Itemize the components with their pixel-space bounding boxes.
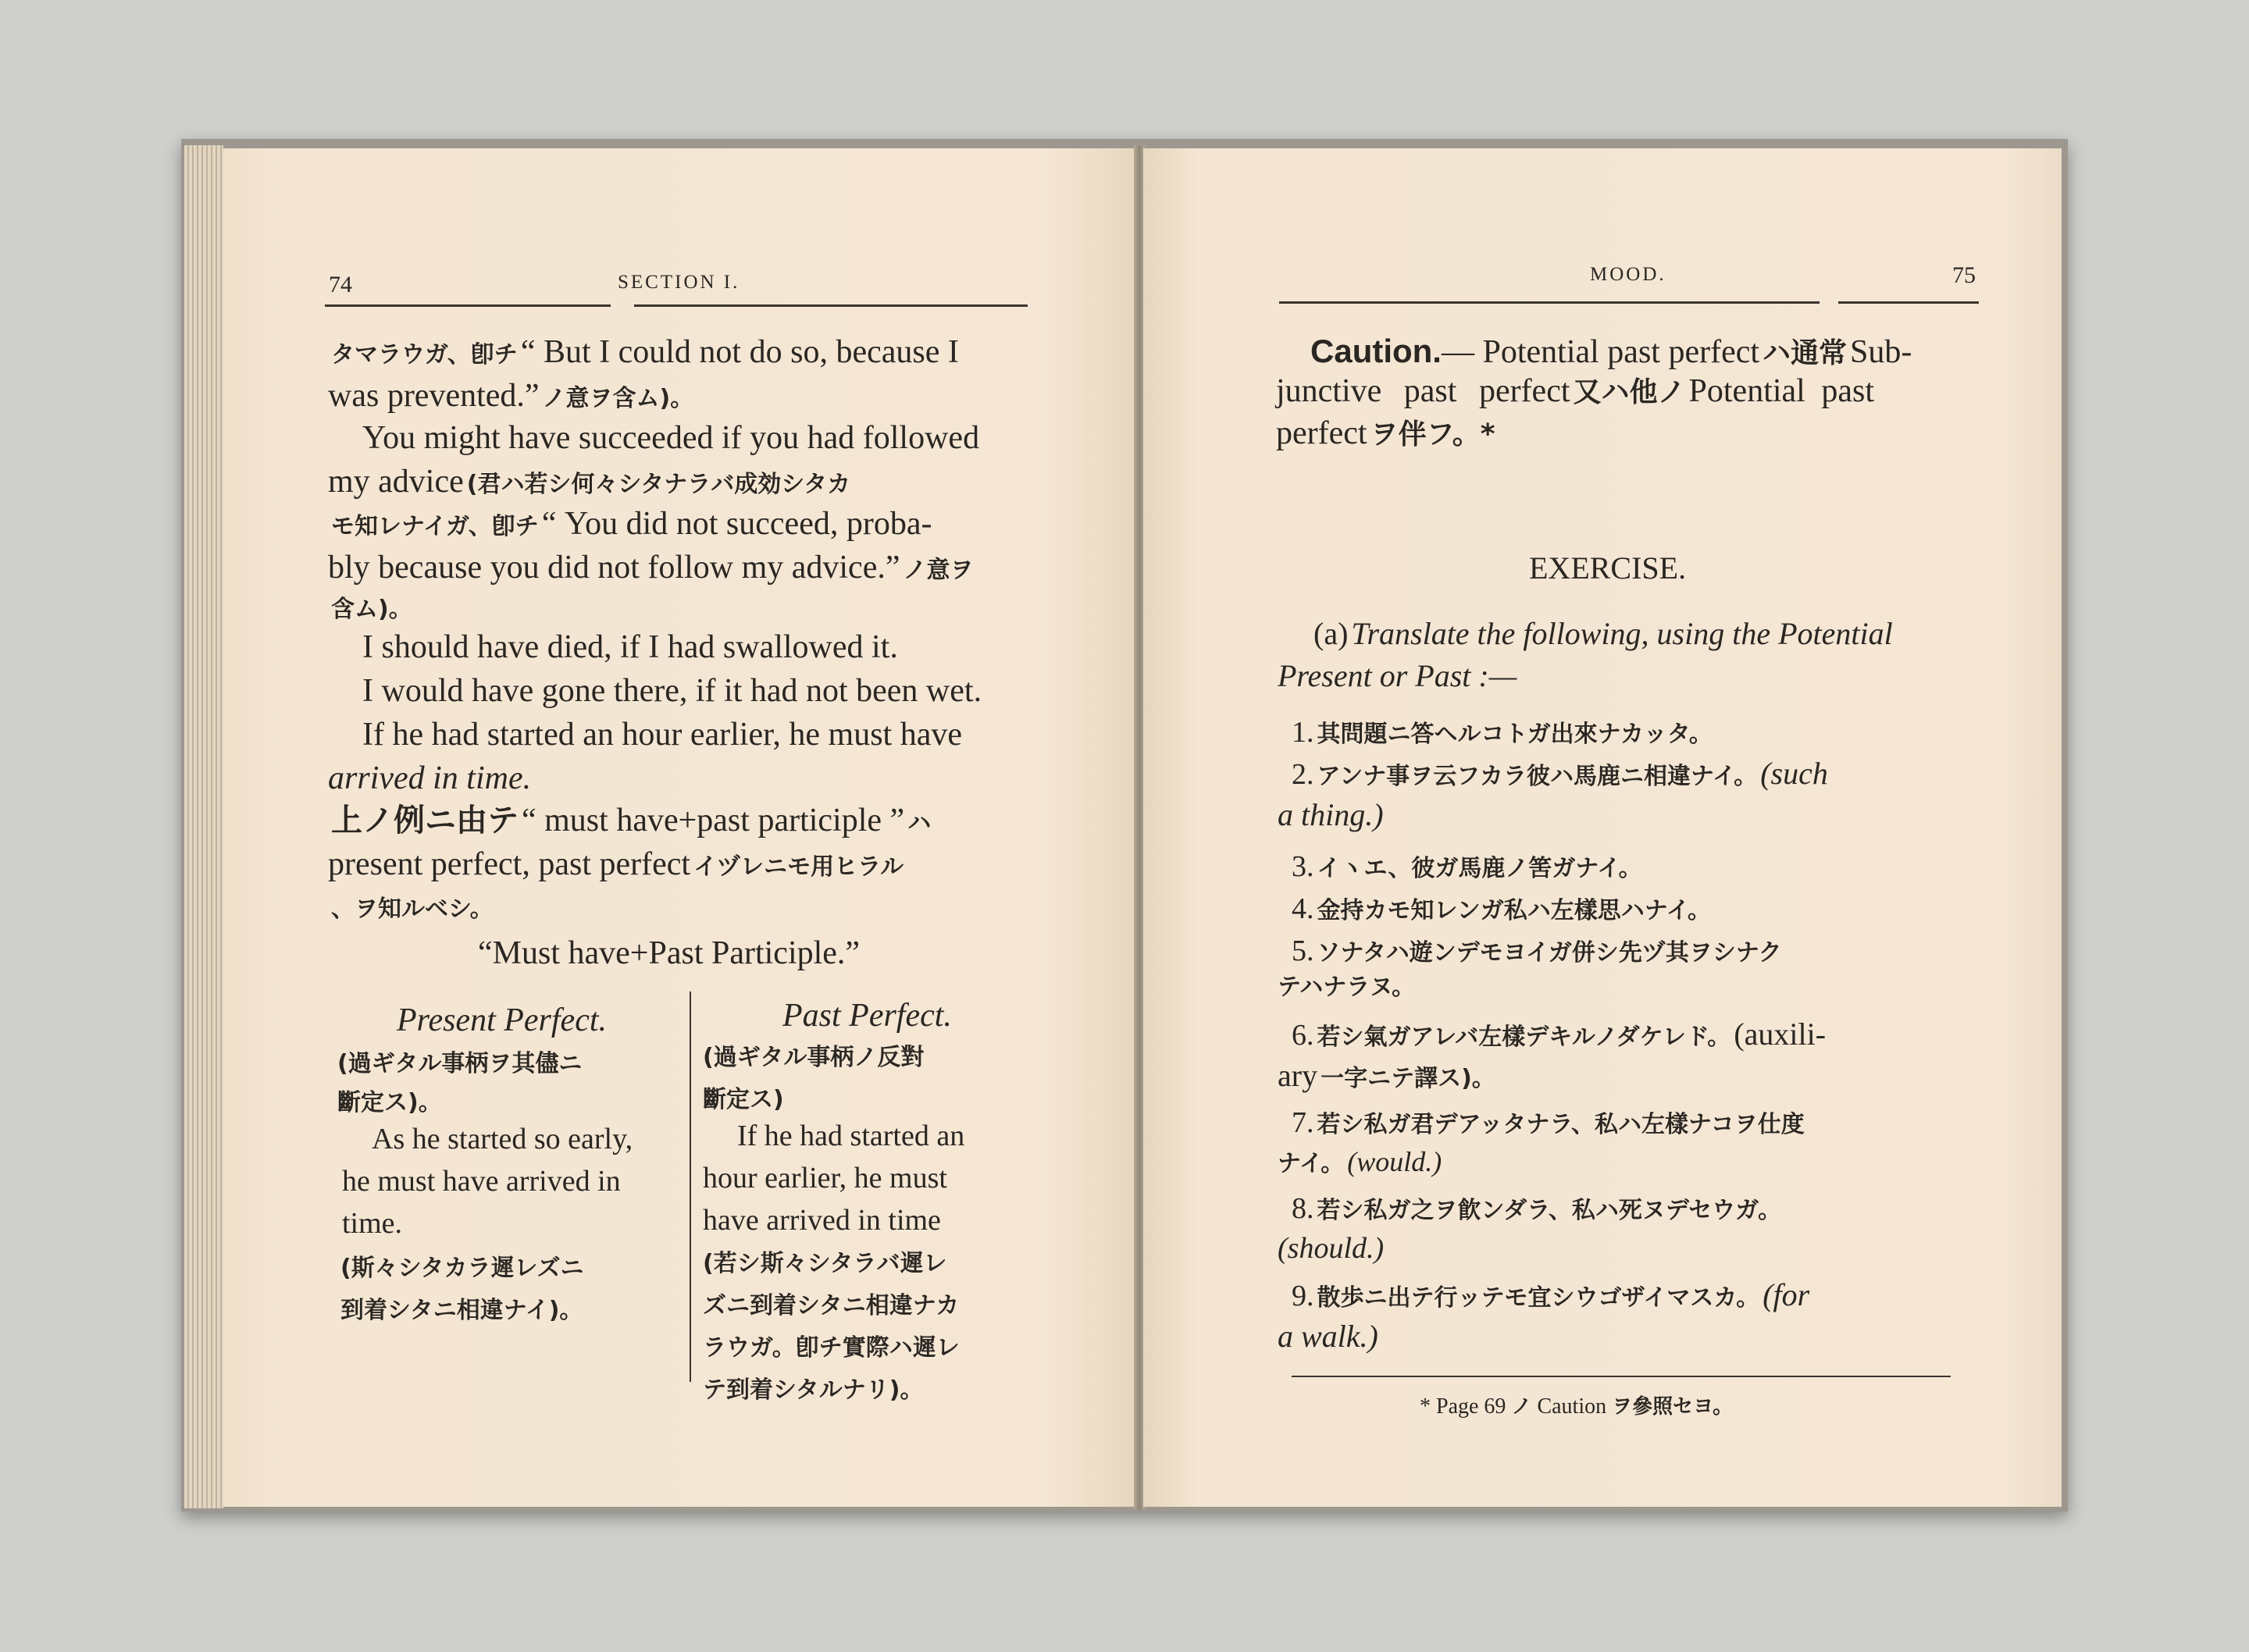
instruction-text: Translate the following, using the Potential: [1351, 616, 1893, 651]
english-text: my advice: [328, 464, 464, 500]
text-line-8: I should have died, if I had swallowed it.: [362, 629, 898, 665]
exercise-item-2-cont: a thing.): [1278, 797, 1384, 832]
text-line-7: 含ム)。: [331, 596, 412, 623]
japanese-text: 一字ニテ譯ス)。: [1321, 1065, 1495, 1092]
item-number: 5.: [1292, 935, 1314, 967]
japanese-text: モ知レナイガ、卽チ: [331, 513, 539, 540]
text-line-1: [331, 336, 959, 368]
japanese-text: ノ: [1511, 1395, 1532, 1419]
japanese-text: 上ノ例ニ由テ: [331, 803, 519, 838]
text-line-4: [328, 465, 850, 498]
english-hint: (would.): [1347, 1146, 1442, 1177]
english-text: Potential past: [1688, 373, 1875, 409]
text-line-10: If he had started an hour earlier, he must have: [362, 717, 962, 753]
item-number: 8.: [1292, 1192, 1314, 1225]
instruction-line-1: [1313, 618, 1893, 650]
item-number: 7.: [1292, 1106, 1314, 1139]
item-number: 4.: [1292, 892, 1314, 925]
column-left-en-3: time.: [342, 1207, 403, 1240]
column-right-jp-2: 斷定ス): [703, 1086, 784, 1113]
column-right-en-2: hour earlier, he must: [703, 1162, 947, 1194]
right-page: [1143, 148, 2062, 1507]
exercise-item-6: [1292, 1018, 1826, 1052]
japanese-text: ヲ伴フ。*: [1370, 418, 1495, 450]
english-text: perfect: [1276, 415, 1367, 451]
japanese-text: ノ意ヲ: [903, 557, 974, 584]
footnote-text: Page 69: [1436, 1394, 1506, 1419]
column-right-en-1: If he had started an: [737, 1120, 965, 1152]
footnote-rule: [1292, 1376, 1951, 1377]
english-text: was prevented.”: [328, 378, 540, 414]
item-number: 2.: [1292, 758, 1314, 791]
running-head: SECTION I.: [618, 272, 740, 293]
text-line-3: You might have succeeded if you had followed: [362, 420, 980, 456]
english-text: “ But I could not do so, because I: [520, 334, 959, 370]
japanese-text: 其問題ニ答ヘルコトガ出來ナカッタ。: [1317, 721, 1713, 748]
caution-label: Caution.: [1310, 333, 1442, 369]
column-divider: [690, 992, 691, 1382]
page-number: 75: [1952, 262, 1976, 288]
exercise-item-1: [1292, 715, 1713, 749]
page-number: 74: [329, 272, 352, 297]
column-right-jp-4: ズニ到着シタニ相違ナカ: [703, 1292, 960, 1319]
english-text: junctive past perfect: [1276, 373, 1570, 409]
column-left-en-2: he must have arrived in: [342, 1165, 621, 1198]
japanese-text: (君ハ若シ何々シタナラバ成効シタカ: [466, 471, 851, 498]
item-number: 3.: [1292, 850, 1314, 883]
header-rule-left: [1279, 301, 1820, 304]
left-page: [223, 148, 1135, 1507]
page-edges: [184, 145, 223, 1508]
column-right-en-3: have arrived in time: [703, 1204, 941, 1237]
instruction-line-2: Present or Past :—: [1278, 658, 1517, 693]
japanese-text: 若シ私ガ之ヲ飮ンダラ、私ハ死ヌデセウガ。: [1317, 1197, 1782, 1224]
text-line-12: [331, 804, 931, 837]
exercise-item-4: [1292, 892, 1711, 926]
column-left-jp-2: 斷定ス)。: [337, 1089, 442, 1116]
column-heading-present-perfect: Present Perfect.: [397, 1002, 608, 1038]
text-line-6: [328, 551, 973, 584]
japanese-text: 若シ氣ガアレバ左樣デキルノダケレド。: [1317, 1024, 1731, 1051]
japanese-text: イヽエ、彼ガ馬鹿ノ筈ガナイ。: [1317, 855, 1642, 882]
english-text: “ You did not succeed, proba-: [541, 506, 932, 542]
english-text: present perfect, past perfect: [328, 846, 691, 882]
japanese-text: ノ意ヲ含ム)。: [542, 385, 694, 412]
english-text: — Potential past perfect: [1441, 334, 1760, 370]
japanese-text: イヅレニモ用ヒラル: [693, 853, 904, 881]
exercise-item-2: [1292, 757, 1828, 792]
text-line-9: I would have gone there, if it had not been wet.: [362, 673, 982, 709]
header-rule-right: [634, 304, 1028, 307]
english-text: “ must have+past participle ”: [522, 803, 905, 838]
japanese-text: 散歩ニ出テ行ッテモ宜シウゴザイマスカ。: [1317, 1284, 1760, 1312]
exercise-item-9-cont: a walk.): [1278, 1319, 1378, 1354]
column-left-jp-1: (過ギタル事柄ヲ其儘ニ: [337, 1050, 583, 1077]
caution-line-3: [1276, 417, 1495, 450]
header-rule-right: [1838, 301, 1979, 304]
text-line-2: [328, 379, 693, 412]
instruction-label: (a): [1313, 616, 1349, 651]
item-number: 9.: [1292, 1280, 1314, 1312]
column-left-en-1: As he started so early,: [372, 1123, 633, 1155]
running-head: MOOD.: [1590, 264, 1666, 285]
japanese-text: ハ通常: [1762, 337, 1848, 369]
japanese-text: ヲ參照セヨ。: [1612, 1395, 1734, 1419]
text-line-13: [328, 848, 904, 881]
exercise-item-5-cont: テハナラヌ。: [1278, 974, 1416, 1001]
footnote-text: Caution: [1537, 1394, 1607, 1419]
english-hint: (such: [1760, 756, 1828, 791]
english-text: bly because you did not follow my advice.”: [328, 550, 900, 586]
exercise-item-6-cont: [1278, 1060, 1495, 1091]
footnote: [1420, 1394, 1733, 1419]
japanese-text: ハ: [907, 810, 932, 837]
english-text: ary: [1278, 1058, 1318, 1093]
japanese-text: 金持カモ知レンガ私ハ左樣思ハナイ。: [1317, 897, 1711, 924]
exercise-item-7-cont: [1278, 1148, 1442, 1176]
exercise-title: EXERCISE.: [1529, 550, 1687, 586]
english-text: Sub-: [1850, 334, 1912, 370]
column-right-jp-5: ラウガ。卽チ實際ハ遲レ: [703, 1334, 960, 1362]
english-hint: (auxili-: [1734, 1016, 1827, 1052]
column-right-jp-1: (過ギタル事柄ノ反對: [703, 1044, 925, 1071]
item-number: 1.: [1292, 716, 1314, 749]
footnote-mark: *: [1420, 1394, 1431, 1419]
japanese-text: ナイ。: [1278, 1150, 1345, 1177]
text-line-14: 、ヲ知ルベシ。: [331, 895, 494, 923]
column-right-jp-6: テ到着シタルナリ)。: [703, 1376, 924, 1404]
exercise-item-3: [1292, 849, 1642, 884]
caution-line-2: [1276, 375, 1874, 408]
exercise-item-8-cont: (should.): [1278, 1232, 1385, 1265]
column-right-jp-3: (若シ斯々シタラバ遲レ: [703, 1250, 947, 1277]
japanese-text: 若シ私ガ君デアッタナラ、私ハ左樣ナコヲ仕度: [1317, 1111, 1805, 1138]
exercise-item-9: [1292, 1279, 1809, 1313]
column-left-jp-3: (斯々シタカラ遲レズニ: [340, 1255, 584, 1282]
text-line-15: “Must have+Past Participle.”: [478, 935, 861, 971]
text-line-5: [331, 507, 932, 540]
column-left-jp-4: 到着シタニ相違ナイ)。: [340, 1297, 583, 1324]
column-heading-past-perfect: Past Perfect.: [782, 998, 952, 1034]
exercise-item-5: [1292, 934, 1782, 968]
exercise-item-7: [1292, 1105, 1805, 1140]
header-rule-left: [325, 304, 611, 307]
item-number: 6.: [1292, 1019, 1314, 1052]
japanese-text: アンナ事ヲ云フカラ彼ハ馬鹿ニ相違ナイ。: [1317, 763, 1758, 790]
japanese-text: タマラウガ、卽チ: [331, 341, 518, 368]
japanese-text: ソナタハ遊ンデモヨイガ併シ先ヅ其ヲシナク: [1317, 939, 1782, 967]
caution-line-1: [1310, 333, 1912, 370]
text-line-11: arrived in time.: [328, 760, 532, 796]
japanese-text: 又ハ他ノ: [1573, 376, 1686, 408]
english-hint: (for: [1762, 1277, 1810, 1312]
exercise-item-8: [1292, 1191, 1781, 1226]
